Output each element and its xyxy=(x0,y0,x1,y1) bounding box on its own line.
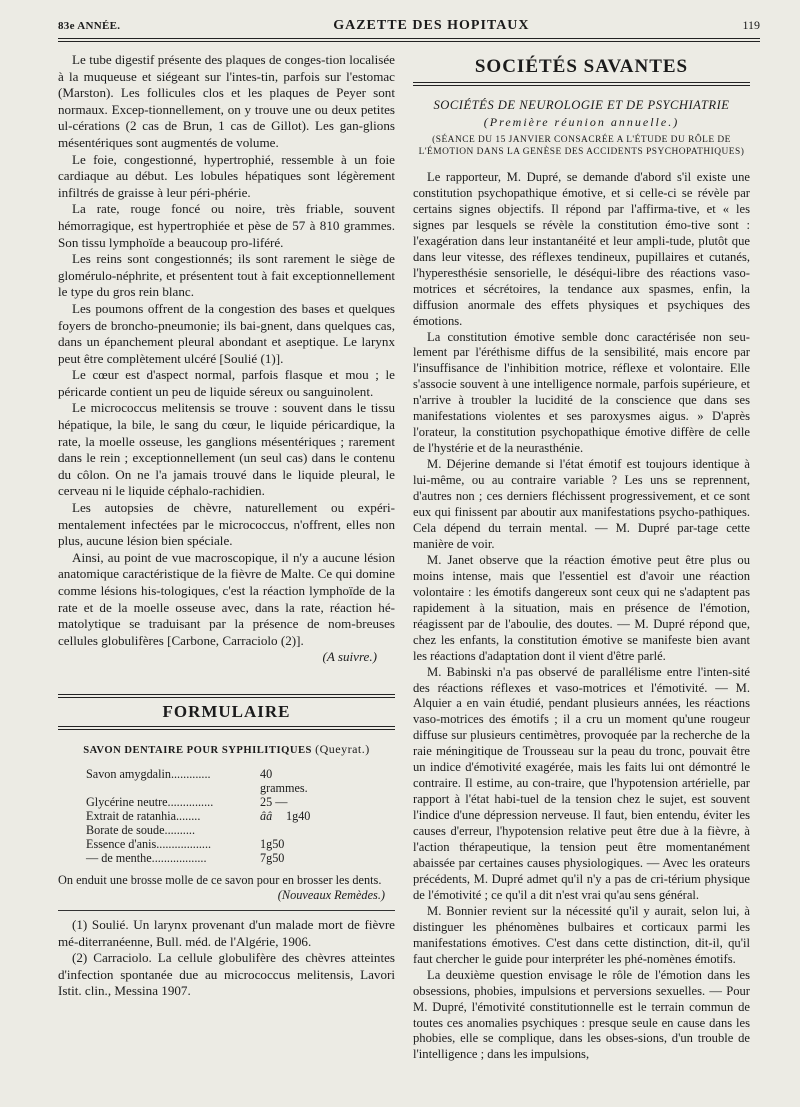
running-head xyxy=(58,18,760,36)
section-title: SOCIÉTÉS SAVANTES xyxy=(474,56,689,77)
ingredient-name: Essence d'anis.................. xyxy=(86,836,212,851)
a-suivre: (A suivre.) xyxy=(322,649,377,665)
paragraph: Ainsi, au point de vue macroscopique, il n'y a aucune lésion anatomique caractéristique de la fièvre de Malte. Ce qui domine comme lésions his-tologiques, c'est la réaction lymphoïde de la rate et de la moelle osseuse avec, dans la rate, réaction hé-matolytique se traduisant par la présence de nom-breuses cellules globulifères [Carbone, Carraciolo (2)]. xyxy=(58,549,395,648)
footnote: (1) Soulié. Un larynx provenant d'un malade mort de fièvre mé-diterranéenne, Bull. méd. de l'Algérie, 1906. xyxy=(58,916,395,949)
ingredient-name: Savon amygdalin............. xyxy=(86,766,211,781)
ingredient-row xyxy=(86,795,395,809)
paragraph: M. Bonnier revient sur la nécessité qu'il y aurait, selon lui, à distinguer les phénomènes bulbaires et corticaux parmi les manifestations émotives. C'est dans cette distinction, dit-il, qu'il faut chercher le guide pour interpréter les phé-nomènes émotifs. xyxy=(413,903,750,966)
paragraph: Les poumons offrent de la congestion des bases et quelques foyers de broncho-pneumonie; ils bai-gnent, dans quelques cas, dans un épanchement pleural abondant et aseptique. Le larynx peut être complètement ulcéré [Soulié (1)]. xyxy=(58,300,395,366)
paragraph: Le micrococcus melitensis se trouve : souvent dans le tissu hépatique, la bile, le sang du cœur, le liquide péricardique, la rate, la moelle osseuse, les ganglions mésentériques ; rarement dans le rein ; exceptionnellement (un seul cas) dans le contenu du côlon. On ne l'a jamais trouvé dans le liquide pleural, le cerveau ni le liquide céphalo-rachidien. xyxy=(58,400,395,499)
ingredient-row xyxy=(86,837,395,851)
paragraph: Les reins sont congestionnés; ils sont rarement le siège de glomérulo-néphrite, et présentent tout à fait exceptionnellement le type du gros rein blanc. xyxy=(58,251,395,300)
ingredient-row xyxy=(86,809,395,823)
issue-year: 83e ANNÉE. xyxy=(58,20,121,32)
ingredient-qty: 1g40 xyxy=(286,808,311,823)
ingredient-row xyxy=(86,851,395,865)
paragraph: Le rapporteur, M. Dupré, se demande d'abord s'il existe une constitution psychopathique émotive, et si celle-ci se révèle par certains signes objectifs. Il répond par l'affirma-tive, et « les signes par lesquels se révèle la constitution émo-tive sont : l'exagération dans leur instantanéité et leur ampli-tude, plutôt que dans leur vitesse, des réflexes tendineux, pupillaires et cutanés, l'hyperesthésie sensorielle, le déséqui-libre des réactions vaso-motrices et sécrétoires, la tendance aux spasmes, enfin, la diffusion anormale des effets physiques et psychiques des émotions. xyxy=(413,170,750,328)
session-note: (SÉANCE DU 15 JANVIER CONSACRÉE A L'ÉTUDE DU RÔLE DE L'ÉMOTION DANS LA GENÈSE DES ACCIDENTS PSYCHOPATHIQUES) xyxy=(418,135,745,157)
right-column xyxy=(413,52,750,1063)
paragraph: M. Déjerine demande si l'état émotif est toujours identique à lui-même, ou au contraire variable ? Les uns se reprennent, d'autres non ; ces derniers fléchissent progressivement, et ce sont eux qui finissent par aboutir aux manifestations psycho-pathiques. Cela dépend du terrain mental. — M. Dupré par-tage cette manière de voir. xyxy=(413,457,750,551)
page-number: 119 xyxy=(742,18,760,32)
recipe-source: (Queyrat.) xyxy=(315,741,370,756)
ingredient-qty: 7g50 xyxy=(260,850,285,865)
ingredient-qty: 1g50 xyxy=(260,836,285,851)
ingredient-name: — de menthe.................. xyxy=(86,850,207,865)
header-rule xyxy=(58,38,760,42)
ingredient-name: Borate de soude.......... xyxy=(86,822,195,837)
recipe-note-text: On enduit une brosse molle de ce savon pour en brosser les dents. xyxy=(58,872,382,887)
paragraph: M. Babinski n'a pas observé de parallélisme entre l'inten-sité des réactions réflexes et vaso-motrices et l'émotivité. — M. Alquier a en vain étudié, pendant plusieurs années, les réactions vaso-motrices des émotifs ; il a cru un moment qu'une rougeur diffuse sur plusieurs centimètres, provoquée par la recherche de la raie méningitique de Trousseau sur la peau du tronc, pouvait être un indice d'émotivité exagérée, mais les faits lui ont démontré le contraire. Il estime, au con-traire, que l'hypotension artérielle, par rapport à l'état habi-tuel de la tension chez le sujet, est souvent l'indice d'une dépression nerveuse. Il faut, bien entendu, éviter les causes d'erreur, l'hypotension relative peut être due à la fièvre, à l'action thérapeutique, la tension peut être momentanément abaissée par certaines causes physiologiques. — Avec les orateurs précédents, M. Dupré admet qu'il n'y a pas de cri-térium physique de l'émotivité ; ce qu'il a dit n'est vrai qu'au sens général. xyxy=(413,664,750,902)
rule xyxy=(58,726,395,730)
paragraph: Les autopsies de chèvre, naturellement ou expéri-mentalement infectées par le micrococcus, n'offrent, elles non plus, aucune lésion bien spéciale. xyxy=(58,500,395,549)
formulaire-section xyxy=(58,694,395,902)
ingredient-name: Extrait de ratanhia........ xyxy=(86,808,201,823)
paragraph: M. Janet observe que la réaction émotive peut être plus ou moins intense, mais que l'essentiel est d'avoir une réaction volontaire : les émotifs dangereux sont ceux qui ne s'adaptent pas rapidement à la situation, mais en présence de l'émotion, réagissent par de l'aboulie, des doutes. — M. Dupré répond que, chez les enfants, la constitution émotive se manifeste bien avant les réactions d'adaptation dont il vient d'être parlé. xyxy=(413,552,750,663)
paragraph: Le cœur est d'aspect normal, parfois flasque et mou ; le péricarde contient un peu de liquide séreux ou sanguinolent. xyxy=(58,367,395,399)
two-column-body xyxy=(58,52,760,1063)
ingredient-row xyxy=(86,823,395,837)
journal-title: GAZETTE DES HOPITAUX xyxy=(333,18,530,33)
ingredient-name: Glycérine neutre............... xyxy=(86,794,214,809)
society-title: SOCIÉTÉS DE NEUROLOGIE ET DE PSYCHIATRIE xyxy=(433,98,730,112)
recipe-title: SAVON DENTAIRE POUR SYPHILITIQUES xyxy=(83,744,312,756)
rule xyxy=(413,82,750,86)
ingredient-row xyxy=(86,767,395,795)
ingredient-qty: 40 grammes. xyxy=(260,766,308,795)
recipe-note xyxy=(58,872,395,902)
ingredient-qty: 25 — xyxy=(260,794,288,809)
recipe-heading xyxy=(58,742,395,757)
left-column xyxy=(58,52,395,1063)
formulaire-title: FORMULAIRE xyxy=(162,701,291,721)
paragraph: La deuxième question envisage le rôle de l'émotion dans les obsessions, phobies, impulsions et perversions sexuelles. — Pour M. Dupré, l'émotivité constitutionnelle est le terrain commun de toutes ces anomalies psychiques : presque seule en cause dans les phobies, elle se complique, dans les obses-sions, d'un trouble de l'intelligence ; dans les impulsions, xyxy=(413,967,750,1062)
footnote-rule xyxy=(58,910,395,911)
paragraph: La rate, rouge foncé ou noire, très friable, souvent hémorragique, est hypertrophiée et pèse de 57 à 810 grammes. Son tissu lymphoïde a beaucoup pro-liféré. xyxy=(58,201,395,250)
recipe-note-source: (Nouveaux Remèdes.) xyxy=(277,887,385,902)
ingredients-list xyxy=(86,767,395,865)
footnote: (2) Carraciolo. La cellule globulifère des chèvres atteintes d'infection spontanée due au micrococcus melitensis, Lavori Istit. clin., Messina 1907. xyxy=(58,950,395,999)
rule xyxy=(58,694,395,698)
paragraph: Le foie, congestionné, hypertrophié, ressemble à un foie cardiaque au début. Les lobules hépatiques sont légèrement infiltrés de graisse à leur péri-phérie. xyxy=(58,151,395,200)
ana-label: ââ xyxy=(260,808,273,823)
session-title: (Première réunion annuelle.) xyxy=(483,115,680,129)
paragraph: Le tube digestif présente des plaques de conges-tion localisée à la muqueuse et siégeant sur l'intes-tin, parfois sur l'estomac (Marston). Les follicules clos et les plaques de Peyer sont normaux. Excep-tionnellement, on y trouve une ou deux petites ul-cérations (2 cas de Brun, 1 cas de Gillot). Les gan-glions mésentériques sont augmentés de volume. xyxy=(58,52,395,150)
paragraph: La constitution émotive semble donc caractérisée non seu-lement par l'éréthisme diffus de la sensibilité, mais encore par l'insuffisance de l'inhibition motrice, réflexe et volontaire. Elle s'associe souvent à une intelligence normale, parfois supérieure, et n'arrive à troubler la lucidité de la conscience que dans ses manifestations violentes et ses paroxysmes aigus. » D'après l'orateur, la constitution psychopathique émotive diffère de celle de l'hystérie et de la neurasthénie. xyxy=(413,329,750,456)
